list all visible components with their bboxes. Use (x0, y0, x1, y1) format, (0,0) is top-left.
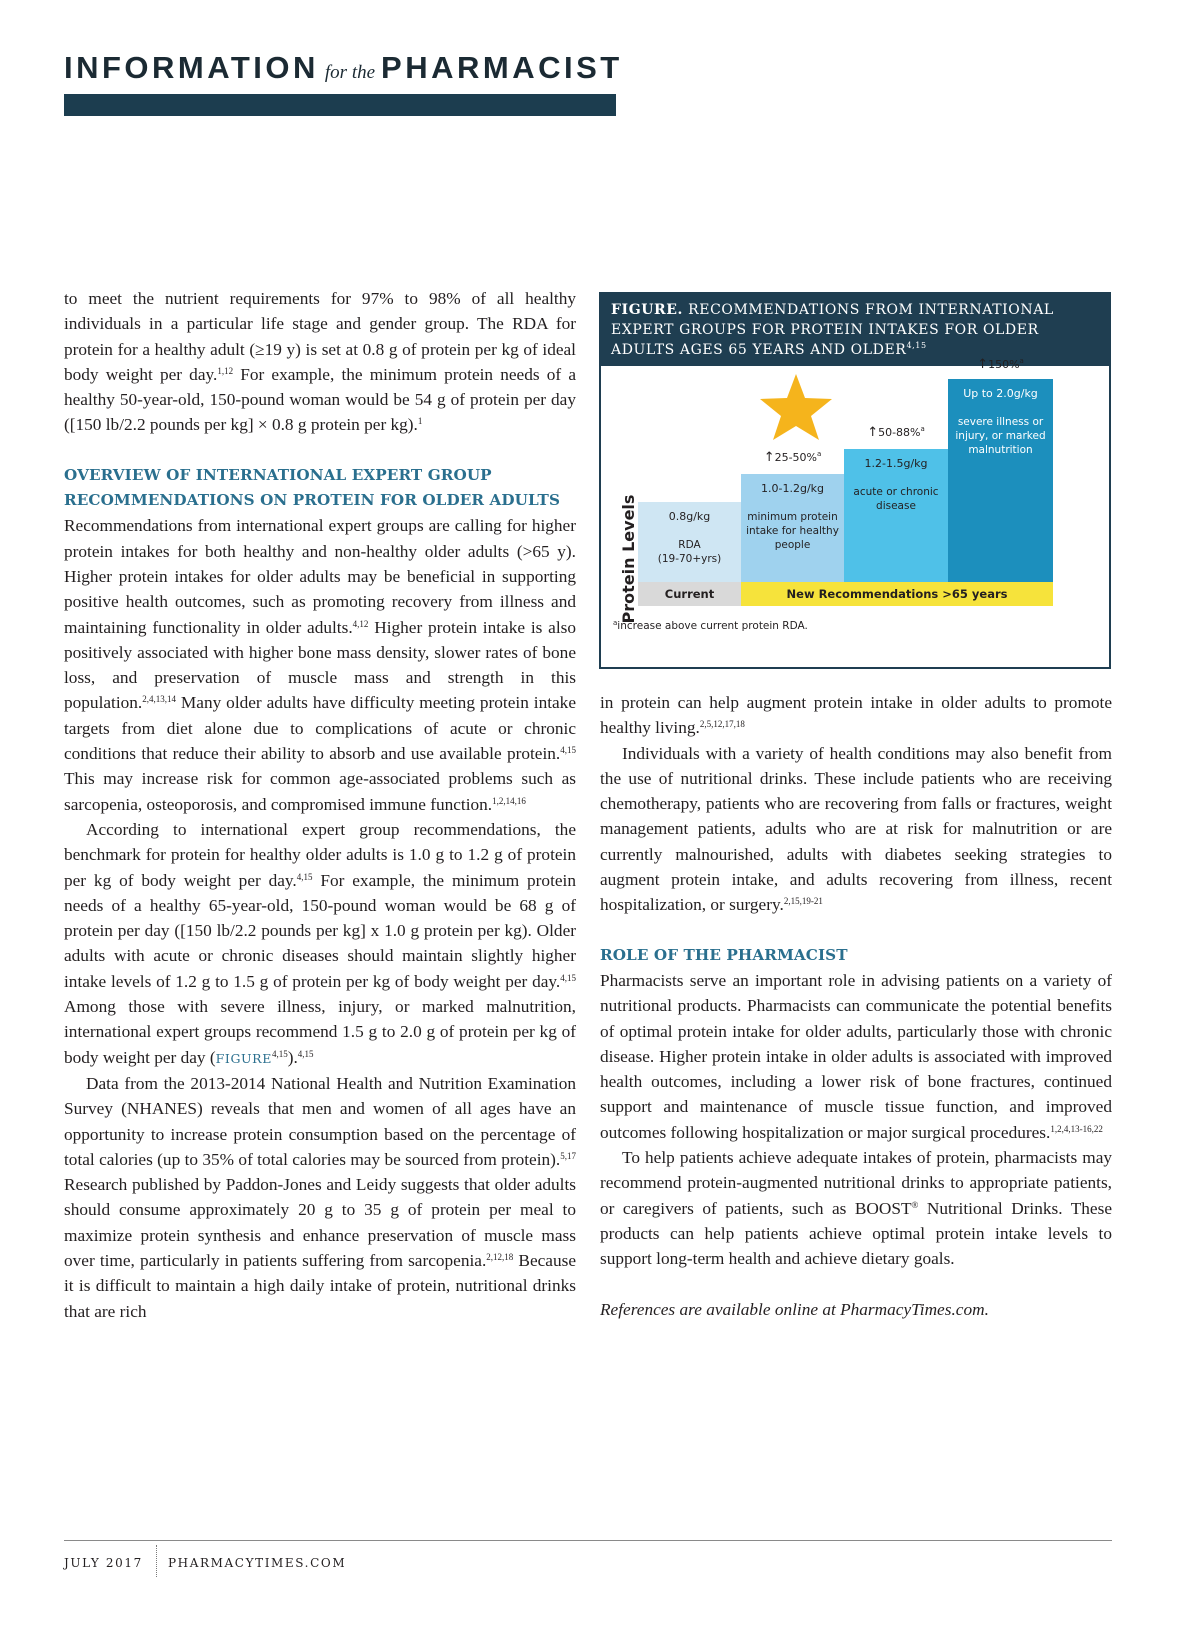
chart-bar-current: 0.8g/kg RDA (19-70+yrs) (638, 502, 741, 582)
footer-separator (156, 1545, 157, 1577)
chart-bar-healthy: 1.0-1.2g/kg minimum protein intake for healthy people (741, 474, 844, 582)
paragraph: According to international expert group recommendations, the benchmark for protein for healthy older adults is 1.0 g to 1.2 g of protein per kg of body weight per day.$^{4,15}$ For example, the minimum protein needs of a healthy 65-year-old, 150-pound woman would be 68 g of protein per day ([150 lb/2.2 pounds per kg] x 1.0 g protein per kg). Older adults with acute or chronic diseases should maintain slightly higher intake levels of 1.2 g to 1.5 g of protein per kg of body weight per day.$^{4,15}$ Among those with severe illness, injury, or marked malnutrition, international expert groups recommend 1.5 g to 2.0 g of protein per kg of body weight per day (FIGURE$^{4,15}$).$^{4,15}$ (64, 819, 576, 1067)
star-icon (758, 372, 834, 442)
section-header (64, 50, 623, 86)
section-heading-role: ROLE OF THE PHARMACIST (600, 945, 848, 964)
arrow-up-icon: ↑ (977, 357, 989, 372)
chart-increase-label-healthy: ↑25-50%$^a$ (763, 450, 822, 465)
figure-reference-link[interactable]: FIGURE (215, 1050, 272, 1066)
paragraph: Pharmacists serve an important role in advising patients on a variety of nutritional products. Pharmacists can communicate the potential benefits of optimal protein intake for older adults, particularly those with chronic disease. Higher protein intake in older adults is associated with improved health outcomes, including a lower risk of bone fractures, continued support and maintenance of muscle tissue function, and improved outcomes following hospitalization or major surgical procedures.$^{1,2,4,13-16,22}$ (600, 970, 1112, 1142)
figure-footnote: $^a$increase above current protein RDA. (613, 619, 808, 632)
paragraph: in protein can help augment protein intake in older adults to promote healthy living.$^{2,5,12,17,18}$ (600, 693, 1112, 738)
chart-base-current: Current (638, 582, 741, 606)
figure-protein-recommendations (599, 292, 1111, 669)
right-column (600, 690, 1112, 1322)
footer-rule (64, 1540, 1112, 1541)
footer-site-link[interactable]: PHARMACYTIMES.COM (168, 1556, 347, 1570)
header-word-for-the: for the (324, 62, 376, 83)
chart-increase-label-disease: ↑50-88%$^a$ (867, 425, 925, 440)
chart-base-new-recommendations: New Recommendations >65 years (741, 582, 1053, 606)
paragraph: to meet the nutrient requirements for 97% to 98% of all healthy individuals in a particular life stage and gender group. The RDA for protein for a healthy adult (≥19 y) is set at 0.8 g of protein per kg of ideal body weight per day.$^{1,12}$ For example, the minimum protein needs of a healthy 50-year-old, 150-pound woman would be 54 g of protein per day ([150 lb/2.2 pounds per kg] × 0.8 g protein per kg).$^1$ (64, 289, 576, 435)
header-word-information: INFORMATION (64, 50, 319, 85)
chart-bar-disease: 1.2-1.5g/kg acute or chronic disease (844, 449, 948, 582)
arrow-up-icon: ↑ (763, 450, 775, 465)
header-word-pharmacist: PHARMACIST (381, 50, 623, 85)
left-column (64, 286, 576, 1324)
paragraph: Individuals with a variety of health conditions may also benefit from the use of nutritional drinks. These include patients who are receiving chemotherapy, patients who are recovering from falls or fractures, weight management patients, adults who are at risk for malnutrition or are currently malnourished, adults with diabetes seeking strategies to augment protein intake, and adults recovering from illness, recent hospitalization, or surgery.$^{2,15,19-21}$ (600, 743, 1112, 915)
references-note: References are available online at PharmacyTimes.com. (600, 1299, 989, 1319)
section-heading-overview: OVERVIEW OF INTERNATIONAL EXPERT GROUP RECOMMENDATIONS ON PROTEIN FOR OLDER ADULTS (64, 465, 561, 510)
paragraph: Recommendations from international expert groups are calling for higher protein intakes for both healthy and non-healthy older adults (>65 y). Higher protein intakes for older adults may be beneficial in supporting positive health outcomes, such as promoting recovery from illness and maintaining functionality in older adults.$^{4,12}$ Higher protein intake is also positively associated with higher bone mass density, slower rates of bone loss, and preservation of muscle mass and strength in this population.$^{2,4,13,14}$ Many older adults have difficulty meeting protein intake targets from diet alone due to complications of acute or chronic conditions that reduce their ability to absorb and use available protein.$^{4,15}$ This may increase risk for common age-associated problems such as sarcopenia, osteoporosis, and compromised immune function.$^{1,2,14,16}$ (64, 516, 576, 814)
arrow-up-icon: ↑ (867, 425, 879, 440)
paragraph: Data from the 2013-2014 National Health and Nutrition Examination Survey (NHANES) reveals that men and women of all ages have an opportunity to increase protein consumption based on the percentage of total calories (up to 35% of total calories may be sourced from protein).$^{5,17}$ Research published by Paddon-Jones and Leidy suggests that older adults should consume approximately 20 g to 35 g of protein per meal to maximize protein synthesis and enhance preservation of muscle mass over time, particularly in patients suffering from sarcopenia.$^{2,12,18}$ Because it is difficult to maintain a high daily intake of protein, nutritional drinks that are rich (64, 1073, 576, 1321)
paragraph: To help patients achieve adequate intakes of protein, pharmacists may recommend protein-augmented nutritional drinks to appropriate patients, or caregivers of patients, such as BOOST® Nutritional Drinks. These products can help patients achieve optimal protein intake levels to support long-term health and achieve dietary goals. (600, 1148, 1112, 1269)
footer-date: JULY 2017 (64, 1556, 143, 1570)
chart-increase-label-severe: ↑150%$^a$ (977, 357, 1024, 372)
header-bar (64, 94, 616, 116)
chart-y-axis-label: Protein Levels (619, 494, 638, 624)
chart-bar-severe: Up to 2.0g/kg severe illness or injury, or marked malnutrition (948, 379, 1053, 582)
figure-title: FIGURE. RECOMMENDATIONS FROM INTERNATIONAL EXPERT GROUPS FOR PROTEIN INTAKES FOR OLDER ADULTS AGES 65 YEARS AND OLDER$^{4,15}$ (601, 294, 1109, 366)
